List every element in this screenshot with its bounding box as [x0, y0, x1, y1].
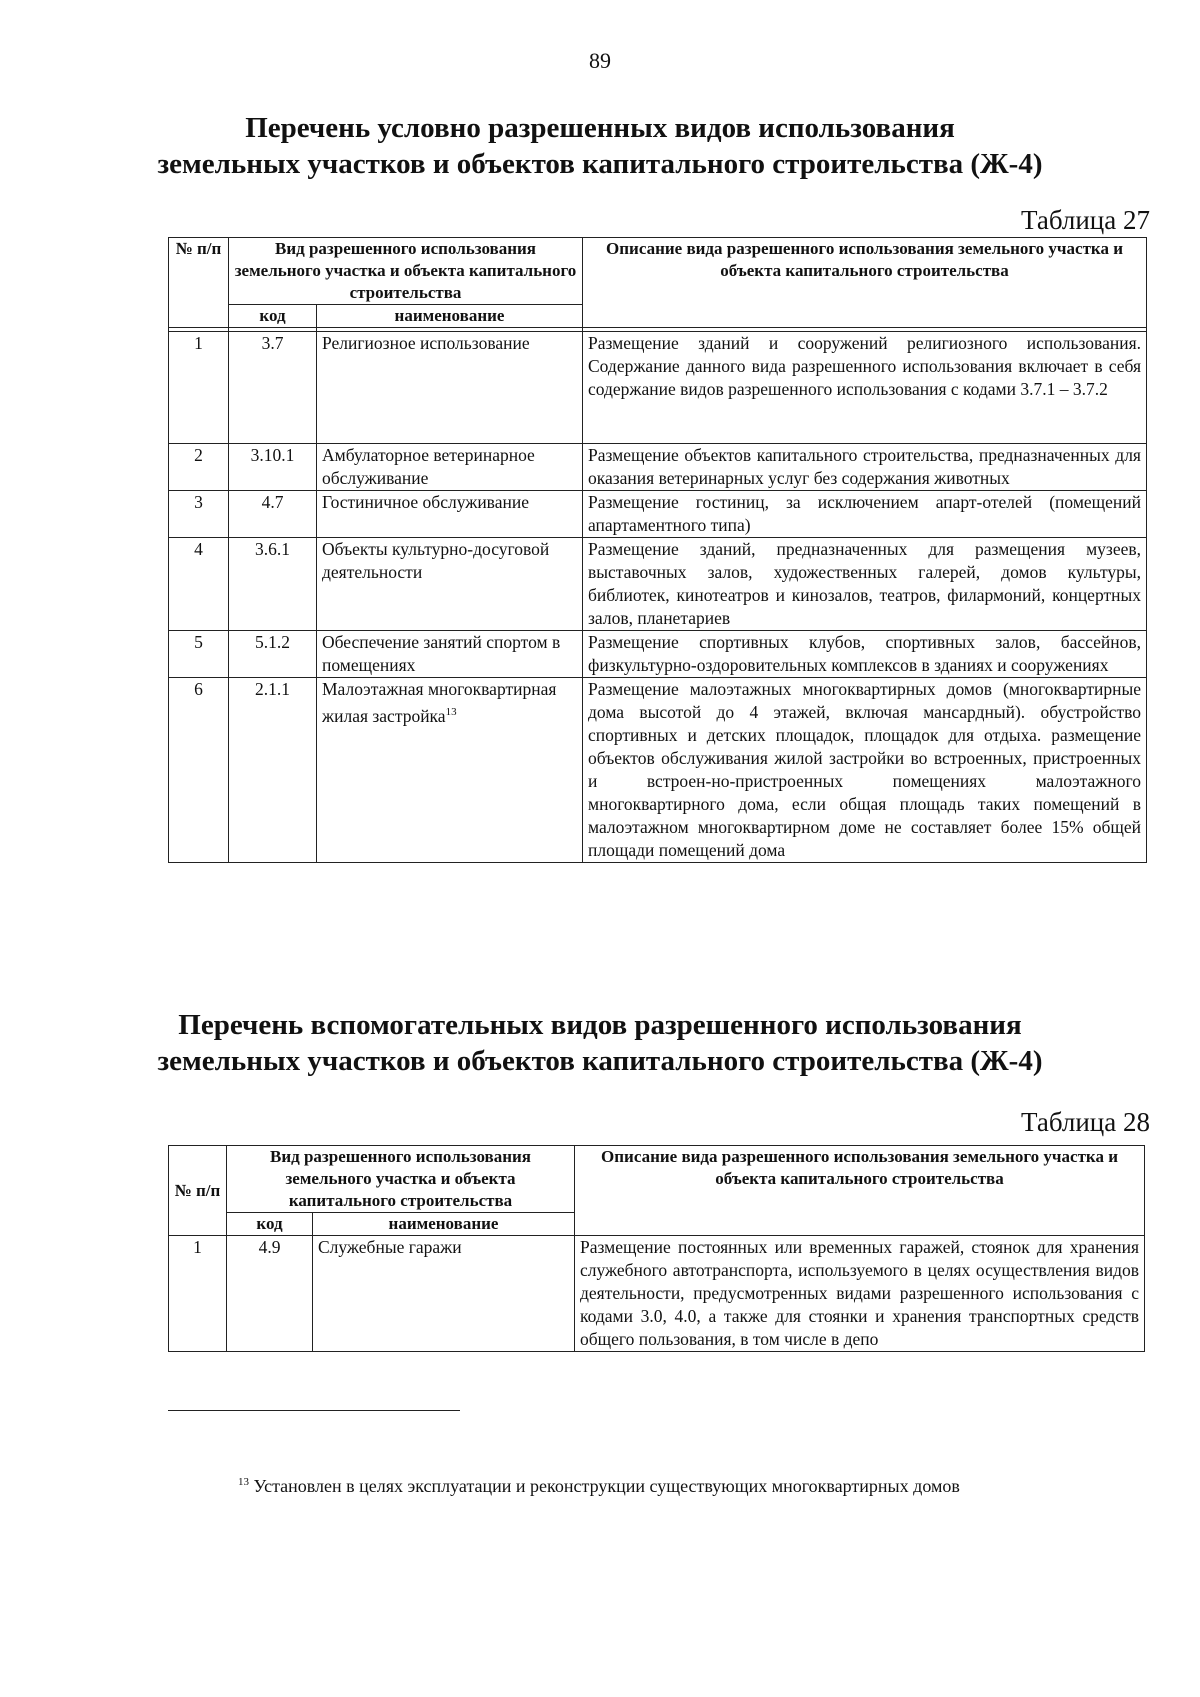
- header-name: наименование: [317, 305, 583, 328]
- row-num: 6: [169, 678, 229, 863]
- header-kind: Вид разрешенного использования земельного участка и объекта капитального строительства: [229, 238, 583, 305]
- row-code: 5.1.2: [229, 631, 317, 678]
- row-num: 1: [169, 1236, 227, 1352]
- row-num: 4: [169, 538, 229, 631]
- footnote-marker: 13: [238, 1476, 249, 1488]
- row-name: Малоэтажная многоквартирная жилая застройка: [322, 679, 557, 726]
- header-code: код: [229, 305, 317, 328]
- table-row: [169, 491, 1147, 538]
- section2-title-line1: Перечень вспомогательных видов разрешенного использования: [178, 1009, 1022, 1041]
- row-code: 2.1.1: [229, 678, 317, 863]
- row-code: 4.7: [229, 491, 317, 538]
- section2-title-line2: земельных участков и объектов капитального строительства (Ж-4): [157, 1045, 1043, 1077]
- header-num: № п/п: [169, 1146, 227, 1236]
- row-code: 3.7: [229, 332, 317, 444]
- row-name: Служебные гаражи: [313, 1236, 575, 1352]
- row-name: Амбулаторное ветеринарное обслуживание: [317, 444, 583, 491]
- section1-title-line2: земельных участков и объектов капитального строительства (Ж-4): [157, 148, 1043, 180]
- section1-title: [100, 110, 1100, 182]
- row-code: 3.6.1: [229, 538, 317, 631]
- table-row: [169, 538, 1147, 631]
- row-num: 3: [169, 491, 229, 538]
- table27-caption: Таблица 27: [1021, 205, 1150, 235]
- row-description: Размещение зданий, предназначенных для размещения музеев, выставочных залов, художественных галерей, домов культуры, библиотек, кинотеатров и кинозалов, театров, филармоний, концертных залов, планетариев: [583, 538, 1147, 631]
- row-name: Гостиничное обслуживание: [317, 491, 583, 538]
- footnote: [238, 1476, 960, 1497]
- header-code: код: [227, 1213, 313, 1236]
- header-description: Описание вида разрешенного использования земельного участка и объекта капитального строительства: [575, 1146, 1145, 1236]
- header-description: Описание вида разрешенного использования земельного участка и объекта капитального строительства: [583, 238, 1147, 328]
- footnote-text: Установлен в целях эксплуатации и реконструкции существующих многоквартирных домов: [253, 1476, 960, 1496]
- table-row: [169, 444, 1147, 491]
- table-row: [169, 332, 1147, 444]
- row-description: Размещение спортивных клубов, спортивных залов, бассейнов, физкультурно-оздоровительных комплексов в зданиях и сооружениях: [583, 631, 1147, 678]
- row-description: Размещение малоэтажных многоквартирных домов (многоквартирные дома высотой до 4 этажей, включая мансардный). обустройство спортивных и детских площадок, площадок для отдыха. размещение объектов обслуживания жилой застройки во встроенных, пристроенных и встроен-но-пристроенных помещениях малоэтажного многоквартирного дома, если общая площадь таких помещений в малоэтажном многоквартирном доме не составляет более 15% общей площади помещений дома: [583, 678, 1147, 863]
- row-description: Размещение гостиниц, за исключением апарт-отелей (помещений апартаментного типа): [583, 491, 1147, 538]
- row-num: 1: [169, 332, 229, 444]
- footnote-separator: [168, 1410, 460, 1411]
- header-name: наименование: [313, 1213, 575, 1236]
- row-code: 3.10.1: [229, 444, 317, 491]
- table-row: [169, 678, 1147, 863]
- table-row: [169, 631, 1147, 678]
- row-num: 5: [169, 631, 229, 678]
- header-kind: Вид разрешенного использования земельного участка и объекта капитального строительства: [227, 1146, 575, 1213]
- row-name: Религиозное использование: [317, 332, 583, 444]
- row-description: Размещение постоянных или временных гаражей, стоянок для хранения служебного автотранспорта, используемого в целях осуществления видов деятельности, предусмотренных видами разрешенного использования с кодами 3.0, 4.0, а также для стоянки и хранения транспортных средств общего пользования, в том числе в депо: [575, 1236, 1145, 1352]
- row-description: Размещение объектов капитального строительства, предназначенных для оказания ветеринарных услуг без содержания животных: [583, 444, 1147, 491]
- table28-caption: Таблица 28: [1021, 1107, 1150, 1137]
- table-27: [168, 237, 1147, 863]
- row-description: Размещение зданий и сооружений религиозного использования. Содержание данного вида разрешенного использования включает в себя содержание видов разрешенного использования с кодами 3.7.1 – 3.7.2: [583, 332, 1147, 444]
- header-num: № п/п: [169, 238, 229, 328]
- table-28: [168, 1145, 1145, 1352]
- row-name: Объекты культурно-досуговой деятельности: [317, 538, 583, 631]
- section1-title-line1: Перечень условно разрешенных видов использования: [245, 112, 955, 144]
- row-name-cell: [317, 678, 583, 863]
- table-row: [169, 1236, 1145, 1352]
- page-number: 89: [589, 48, 611, 73]
- footnote-ref: 13: [445, 706, 457, 718]
- row-name: Обеспечение занятий спортом в помещениях: [317, 631, 583, 678]
- section2-title: [100, 1007, 1100, 1079]
- row-code: 4.9: [227, 1236, 313, 1352]
- row-num: 2: [169, 444, 229, 491]
